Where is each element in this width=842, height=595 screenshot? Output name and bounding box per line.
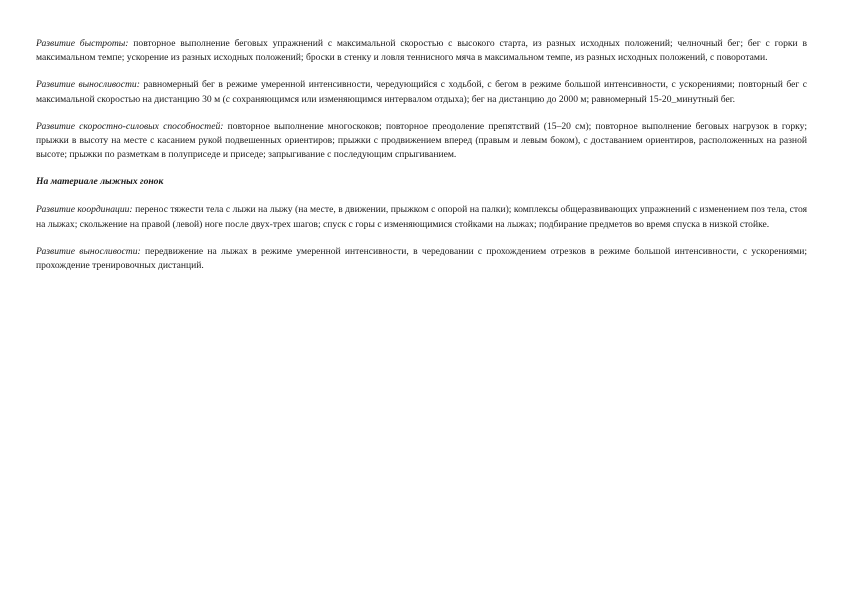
paragraph-endurance-text: равномерный бег в режиме умеренной интенсивности, чередующийся с ходьбой, с бегом в режиме большой интенсивности, с ускорениями; повторный бег с максимальной скоростью на дистанцию 30 м (с сохраняющимся или изменяющимся интервалом отдыха); бег на дистанцию до 2000 м; равномерный 15-20_минутный бег. bbox=[36, 79, 807, 105]
paragraph-coordination-lead: Развитие координации: bbox=[36, 204, 133, 216]
paragraph-endurance bbox=[36, 78, 807, 106]
paragraph-coordination bbox=[36, 203, 807, 231]
paragraph-endurance-lead: Развитие выносливости: bbox=[36, 79, 140, 91]
paragraph-ski-endurance bbox=[36, 245, 807, 273]
paragraph-speed-strength-text: повторное выполнение многоскоков; повторное преодоление препятствий (15–20 см); повторное выполнение беговых нагрузок в горку; прыжки в высоту на месте с касанием рукой подвешенных ориентиров; прыжки с продвижением вперед (правым и левым боком), с доставанием ориентиров, расположенных на разной высоте; прыжки по разметкам в полуприседе и приседе; запрыгивание с последующим спрыгиванием. bbox=[36, 120, 807, 161]
paragraph-speed bbox=[36, 37, 807, 65]
paragraph-speed-strength bbox=[36, 120, 807, 163]
paragraph-ski-endurance-lead: Развитие выносливости: bbox=[36, 245, 141, 257]
paragraph-speed-lead: Развитие быстроты: bbox=[36, 38, 129, 49]
paragraph-speed-text: повторное выполнение беговых упражнений с максимальной скоростью с высокого старта, из разных исходных положений; челночный бег; бег с горки в максимальном темпе; ускорение из разных исходных положений; броски в стенку и ловля теннисного мяча в максимальном темпе, из разных исходных положений, с поворотами. bbox=[36, 38, 807, 64]
paragraph-ski-endurance-text: передвижение на лыжах в режиме умеренной интенсивности, в чередовании с прохождением отрезков в режиме большой интенсивности, с ускорениями; прохождение тренировочных дистанций. bbox=[36, 245, 807, 272]
paragraph-speed-strength-lead: Развитие скоростно-силовых способностей: bbox=[36, 120, 224, 132]
section-subheading: На материале лыжных гонок bbox=[36, 176, 164, 188]
paragraph-coordination-text: перенос тяжести тела с лыжи на лыжу (на месте, в движении, прыжком с опорой на палки); комплексы общеразвивающих упражнений с изменением поз тела, стоя на лыжах; скольжение на правой (левой) ноге после двух-трех шагов; спуск с горы с изменяющимися стойками на лыжах; подбирание предметов во время спуска в низкой стойке. bbox=[36, 204, 807, 230]
document-page bbox=[36, 37, 807, 286]
